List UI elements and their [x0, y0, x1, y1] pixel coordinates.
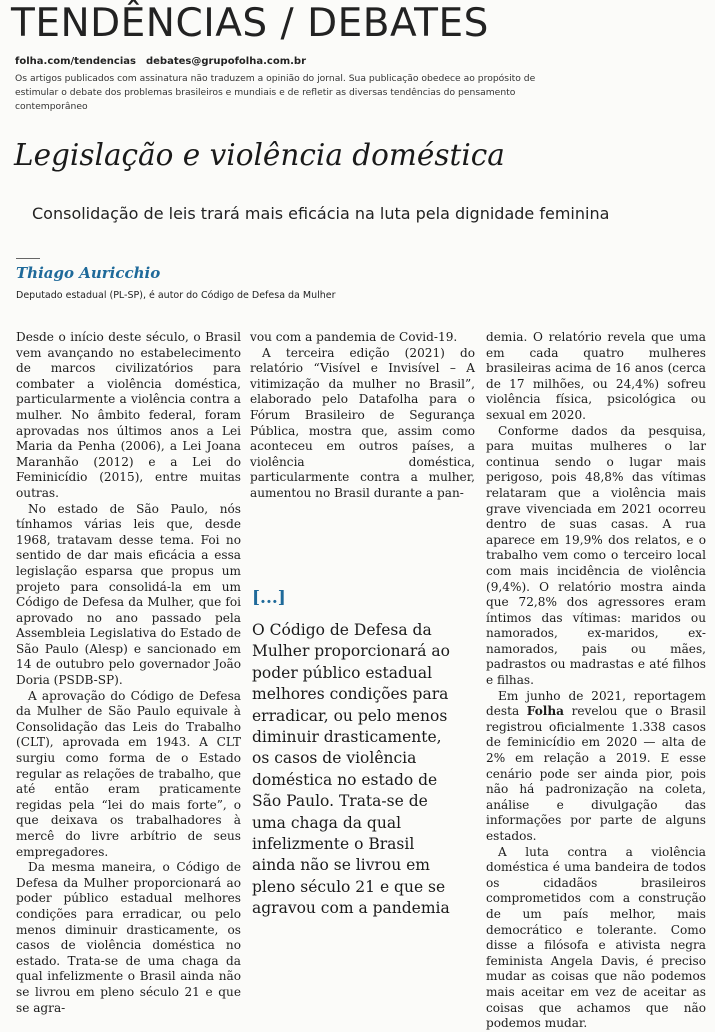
article-subhead: Consolidação de leis trará mais eficácia na luta pela dignidade feminina — [32, 204, 610, 223]
paragraph: A luta contra a violência doméstica é uma bandeira de todos os cidadãos brasileiros comprometidos com a construção de um país melhor, mais democrático e tolerante. Como disse a filósofa e ativista negra feminista Angela Davis, é preciso mudar as coisas que não podemos mais aceitar em vez de aceitar as coisas que achamos que não podemos mudar. — [486, 844, 706, 1031]
paragraph: demia. O relatório revela que uma em cada quatro mulheres brasileiras acima de 16 anos (cerca de 17 milhões, ou 24,4%) sofreu violência física, psicológica ou sexual em 2020. — [486, 330, 706, 422]
paragraph: Conforme dados da pesquisa, para muitas mulheres o lar continua sendo o lugar mais perigoso, pois 48,8% das vítimas relataram que a violência mais grave vivenciada em 2021 ocorreu dentro de suas casas. A rua aparece em 19,9% dos relatos, e o trabalho vem como o terceiro local com mais incidência de violência (9,4%). O relatório mostra ainda que 72,8% dos agressores eram íntimos das vítimas: maridos ou namorados, ex-maridos, ex-namorados, pais ou mães, padrastos ou madrastas e até filhos e filhas. — [486, 423, 706, 688]
author-divider — [16, 258, 40, 259]
section-url-link[interactable]: folha.com/tendencias — [15, 56, 136, 67]
article-headline: Legislação e violência doméstica — [14, 138, 505, 172]
pull-quote: O Código de Defesa da Mulher proporcionará ao poder público estadual melhores condições para erradicar, ou pelo menos diminuir drasticamente, os casos de violência doméstica no estado de São Paulo. Trata-se de uma chaga da qual infelizmente o Brasil ainda não se livrou em pleno século 21 e que se agravou com a pandemia — [252, 621, 450, 918]
paragraph-text: Em junho de 2021, reportagem desta — [486, 688, 706, 719]
paragraph: vou com a pandemia de Covid-19. — [250, 330, 458, 344]
article-column-3 — [486, 330, 706, 1032]
author-name: Thiago Auricchio — [16, 264, 161, 282]
omission-marker: [...] — [252, 588, 286, 608]
article-column-1 — [16, 330, 241, 1016]
email-link[interactable]: debates@grupofolha.com.br — [145, 56, 307, 67]
newspaper-name: Folha — [526, 704, 564, 719]
paragraph — [486, 689, 706, 845]
contact-line — [15, 56, 316, 67]
author-bio: Deputado estadual (PL-SP), é autor do Código de Defesa da Mulher — [16, 290, 336, 301]
paragraph-text: revelou que o Brasil registrou oficialmente 1.338 casos de feminicídio em 2020 — alta de 2% em relação a 2019. E esse cenário pode ser ainda pior, pois não há padronização na coleta, análise e divulgação das informações por parte de alguns estados. — [486, 704, 706, 843]
section-title: TENDÊNCIAS / DEBATES — [11, 1, 489, 46]
paragraph: A terceira edição (2021) do relatório “Visível e Invisível – A vitimização da mulher no Brasil”, elaborado pelo Datafolha para o Fórum Brasileiro de Segurança Pública, mostra que, assim como aconteceu em outros países, a violência doméstica, particularmente contra a mulher, aumentou no Brasil durante a pan- — [250, 345, 475, 500]
paragraph: Desde o início deste século, o Brasil vem avançando no estabelecimento de marcos civilizatórios para combater a violência doméstica, particularmente a violência contra a mulher. No âmbito federal, foram aprovadas nos últimos anos a Lei Maria da Penha (2006), a Lei Joana Maranhão (2012) e a Lei do Feminicídio (2015), entre muitas outras. — [16, 330, 241, 500]
paragraph: A aprovação do Código de Defesa da Mulher de São Paulo equivale à Consolidação das Leis do Trabalho (CLT), aprovada em 1943. A CLT surgiu como forma de o Estado regular as relações de trabalho, que até então eram praticamente regidas pela “lei do mais forte”, o que deixava os trabalhadores à mercê do livre arbítrio de seus empregadores. — [16, 688, 241, 859]
paragraph: No estado de São Paulo, nós tínhamos várias leis que, desde 1968, tratavam desse tema. Foi no sentido de dar mais eficácia a essa legislação esparsa que propus um projeto para consolidá-la em um Código de Defesa da Mulher, que foi aprovado no ano passado pela Assembleia Legislativa do Estado de São Paulo (Alesp) e sancionado em 14 de outubro pelo governador João Doria (PSDB-SP). — [16, 501, 241, 688]
paragraph: Da mesma maneira, o Código de Defesa da Mulher proporcionará ao poder público estadual melhores condições para erradicar, ou pelo menos diminuir drasticamente, os casos de violência doméstica no estado. Trata-se de uma chaga da qual infelizmente o Brasil ainda não se livrou em pleno século 21 e que se agra- — [16, 860, 241, 1015]
article-column-2 — [250, 330, 475, 502]
disclaimer-text: Os artigos publicados com assinatura não traduzem a opinião do jornal. Sua publicação obedece ao propósito de estimular o debate dos problemas brasileiros e mundiais e de refletir as diversas tendências do pensamento contemporâneo — [15, 73, 536, 112]
